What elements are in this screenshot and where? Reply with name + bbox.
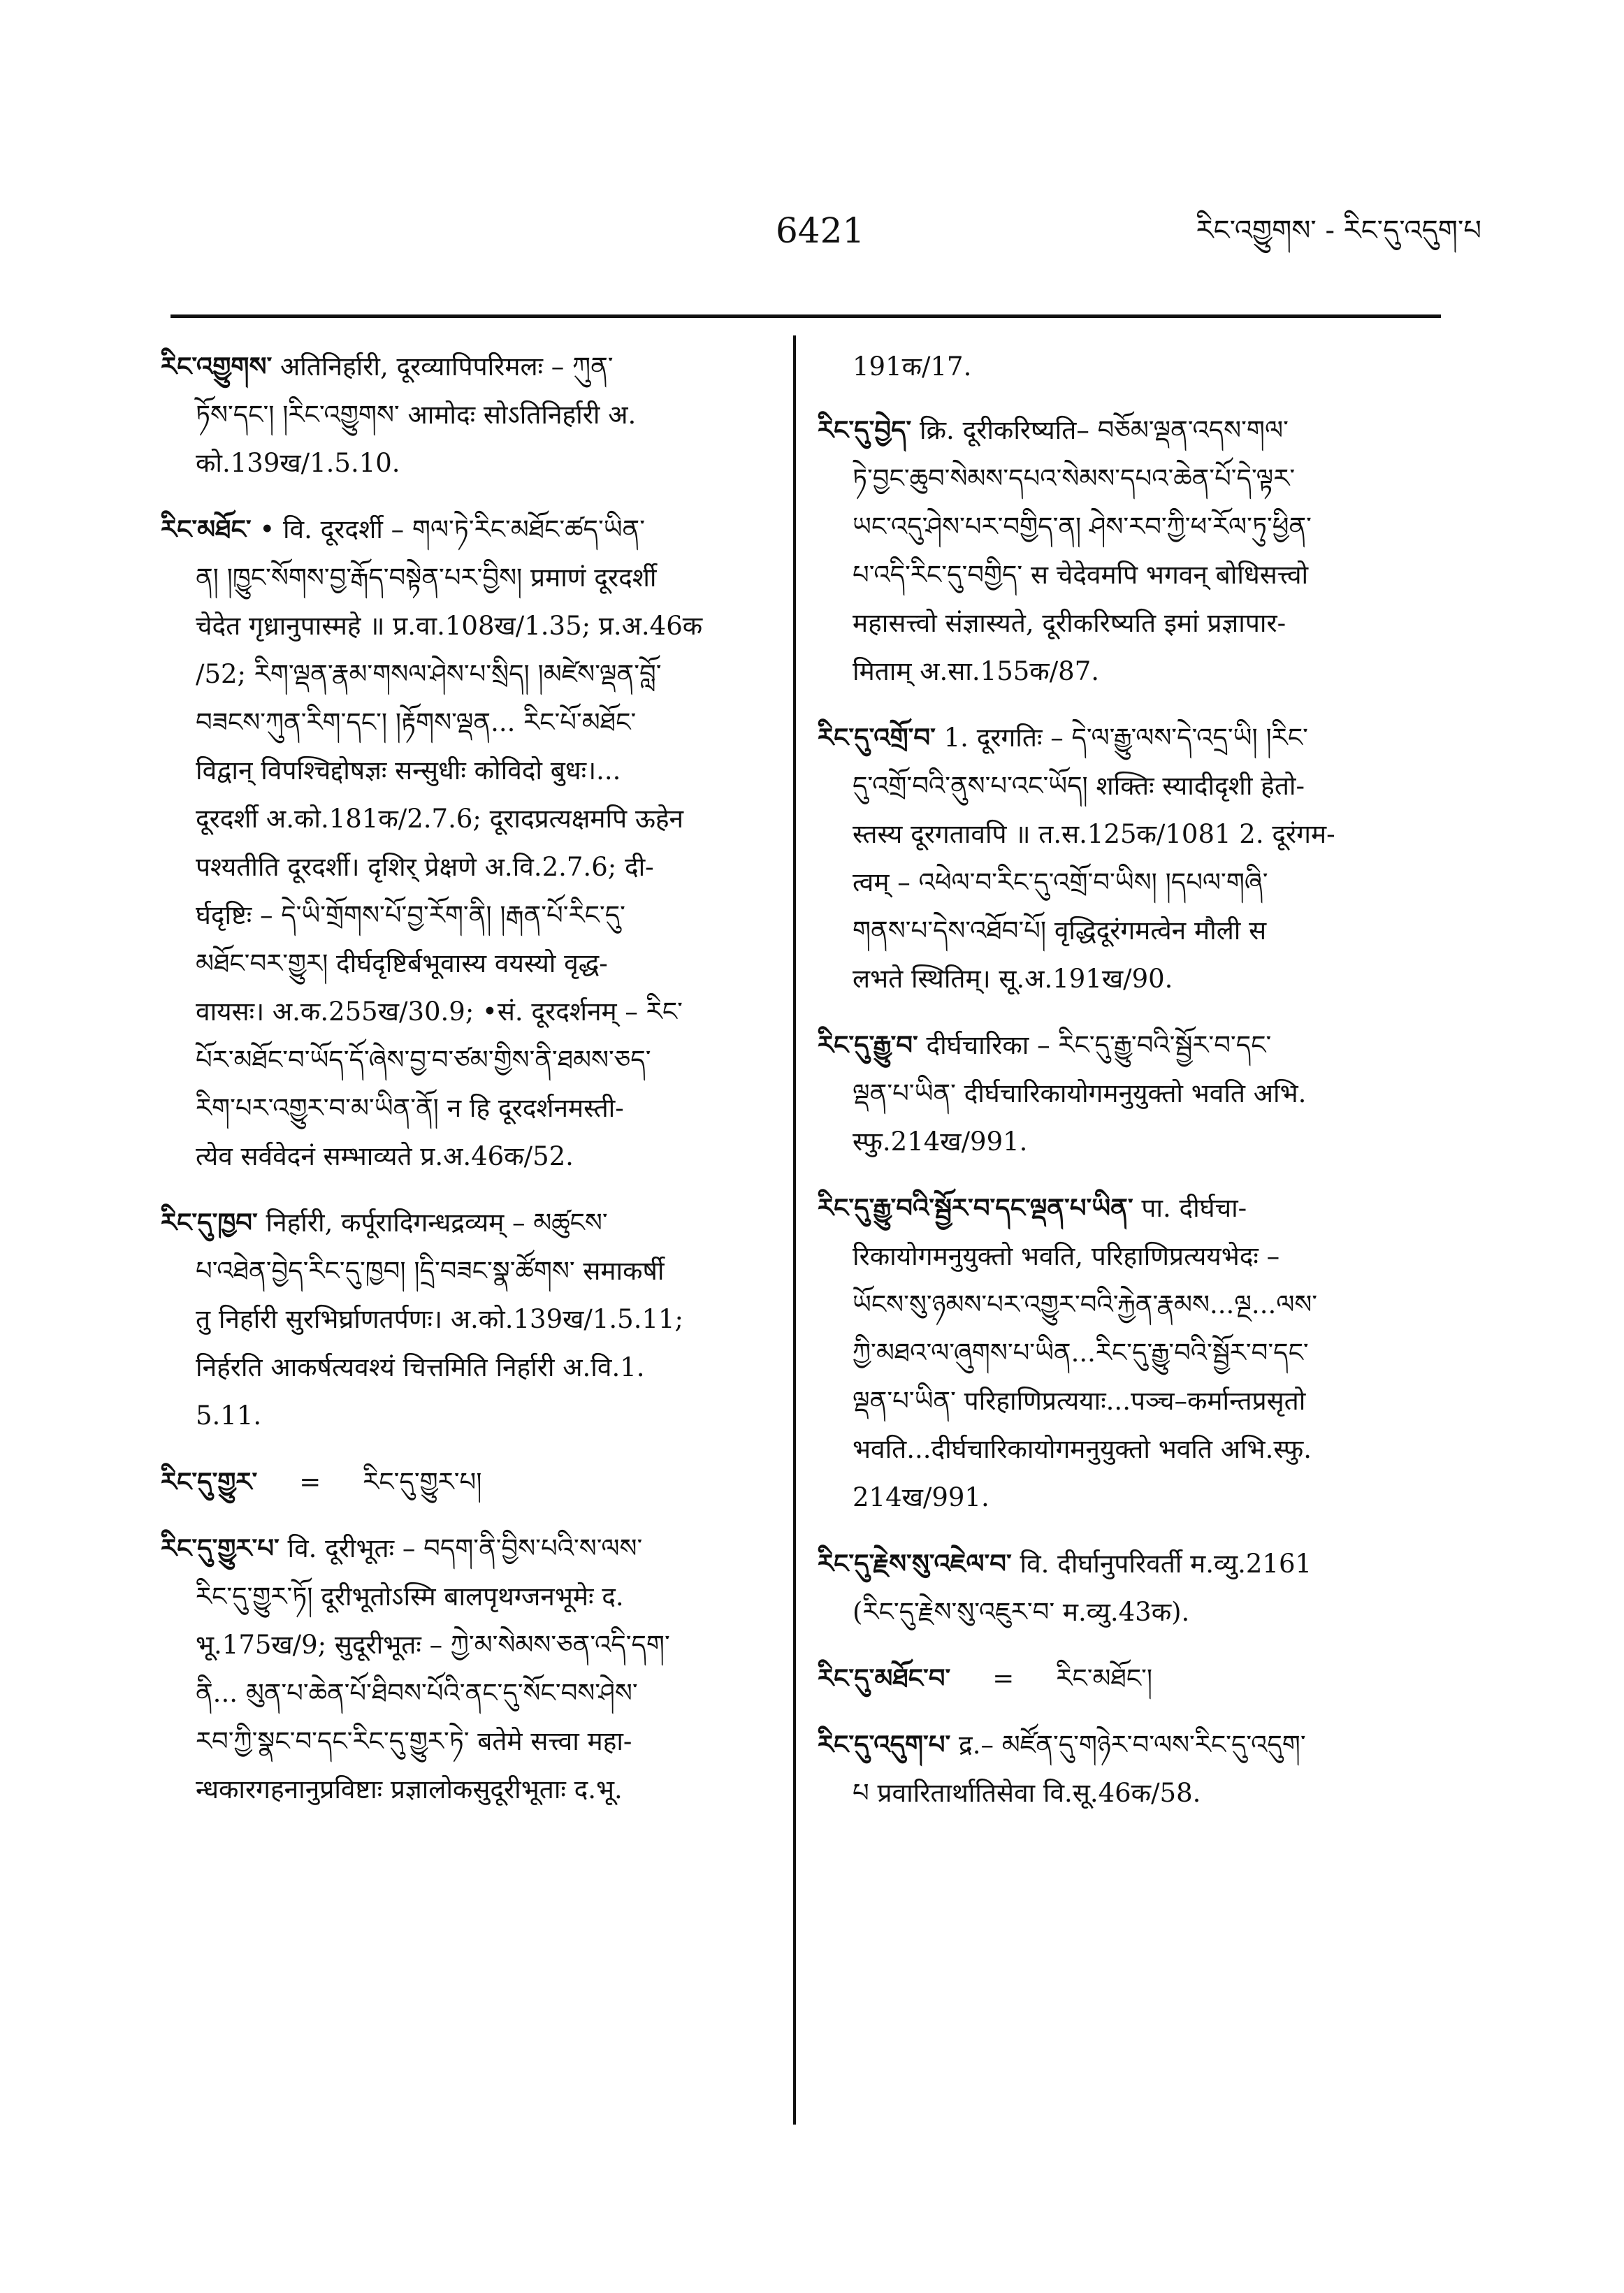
entry-line: तु निर्हारी सुरभिर्घ्राणतर्पणः। अ.को.139ख/1.5.11; xyxy=(196,1304,684,1334)
entry-text: वि. दूरीभूतः – བདག་ནི་བྱིས་པའི་ས་ལས་ xyxy=(279,1533,643,1563)
entry-line: ཡང་འདུ་ཤེས་པར་བགྱིད་ན། ཤེས་རབ་ཀྱི་ཕ་རོལ་ཏུ་ཕྱིན་ xyxy=(853,512,1312,542)
dictionary-entry xyxy=(818,1654,1440,1702)
entry-line: ན། །ཁྱུང་སོགས་བྱ་རྒོད་བསྟེན་པར་བྱིས། प्रमाणं दूरदर्शी xyxy=(196,563,657,593)
entry-line: པ་འདི་རིང་དུ་བགྱིད་ स चेदेवमपि भगवन् बोधिसत्त्वो xyxy=(853,560,1309,590)
entry-headword: རིང་དུ་བྱེད་ xyxy=(818,414,912,445)
entry-line: पश्यतीति दूरदर्शी। दृशिर् प्रेक्षणे अ.वि.2.7.6; दी- xyxy=(196,852,654,882)
entry-headword: རིང་འགྱུགས་ xyxy=(161,351,273,382)
entry-text: 191क/17. xyxy=(853,352,972,382)
entry-line: རབ་ཀྱི་སྣང་བ་དང་རིང་དུ་གྱུར་ཏེ་ बतेमे सत्त्वा महा- xyxy=(196,1726,632,1756)
entry-headword: རིང་མཐོང་ xyxy=(161,514,252,544)
entry-line: निर्हरति आकर्षत्यवश्यं चित्तमिति निर्हारी अ.वि.1. xyxy=(196,1352,645,1382)
header-rule xyxy=(171,314,1441,318)
entry-line: ཏོས་དང་། །རིང་འགྱུགས་ आमोदः सोऽतिनिर्हारी अ. xyxy=(196,400,637,430)
entry-line: ཏེ་བྱང་ཆུབ་སེམས་དཔའ་སེམས་དཔའ་ཆེན་པོ་དེ་ལྟར་ xyxy=(853,463,1296,493)
entry-line: ཀྱི་མཐའ་ལ་ཞུགས་པ་ཡིན...རིང་དུ་རྒྱུ་བའི་སྦྱོར་བ་དང་ xyxy=(853,1338,1309,1368)
entry-line: स्तस्य दूरगतावपि ॥ त.स.125क/1081 2. दूरंगम- xyxy=(853,819,1335,849)
entry-line: རིག་པར་འགྱུར་བ་མ་ཡིན་ནོ། न हि दूरदर्शनमस्ती- xyxy=(196,1093,624,1123)
cross-reference-equals: = xyxy=(299,1467,321,1497)
entry-headword: རིང་དུ་འགྲོ་བ་ xyxy=(818,722,936,753)
dictionary-entry xyxy=(818,1540,1440,1636)
entry-headword: རིང་དུ་རྒྱུ་བ་ xyxy=(818,1029,918,1060)
entry-line: /52; རིག་ལྡན་རྣམ་གསལ་ཤེས་པ་སྲིད། །མཛེས་ལྡན་བློ་ xyxy=(196,659,662,689)
entry-line: स्फु.214ख/991. xyxy=(853,1127,1028,1157)
entry-line: པ་འཐེན་བྱེད་རིང་དུ་ཁྱབ། །དྲི་བཟང་སྣ་ཚོགས་ समाकर्षी xyxy=(196,1256,665,1286)
column-divider xyxy=(793,335,796,2125)
entry-line: मिताम् अ.सा.155क/87. xyxy=(853,656,1100,686)
left-column xyxy=(161,342,776,1832)
dictionary-entry xyxy=(818,1184,1440,1521)
entry-line xyxy=(161,1524,776,1572)
running-head: རིང་འགྱུགས་ - རིང་དུ་འདུག་པ xyxy=(1196,215,1481,247)
entry-text: अतिनिर्हारी, दूरव्यापिपरिमलः – ཀུན་ xyxy=(272,352,614,382)
entry-line: चेदेत गृध्रानुपास्महे ॥ प्र.वा.108ख/1.35; प्र.अ.46क xyxy=(196,611,703,641)
dictionary-entry xyxy=(161,1458,776,1506)
entry-line: र्घदृष्टिः – དེ་ཡི་གྲོགས་པོ་བྱ་རོག་ནི། །རྒན་པོ་རིང་དུ་ xyxy=(196,900,625,930)
entry-line xyxy=(818,1184,1440,1232)
entry-line xyxy=(161,1458,776,1506)
entry-text: पा. दीर्घचा- xyxy=(1133,1193,1247,1223)
entry-line: लभते स्थितिम्। सू.अ.191ख/90. xyxy=(853,964,1173,994)
cross-reference-equals: = xyxy=(992,1663,1015,1693)
entry-headword: རིང་དུ་རྗེས་སུ་འཇེལ་བ་ xyxy=(818,1548,1012,1579)
entry-line xyxy=(818,406,1440,454)
entry-line: न्धकारगहनानुप्रविष्टाः प्रज्ञालोकसुदूरीभूताः द.भू. xyxy=(196,1774,623,1804)
entry-line: को.139ख/1.5.10. xyxy=(196,448,400,478)
entry-text: निर्हारी, कर्पूरादिगन्धद्रव्यम् – མཚུངས་ xyxy=(257,1208,608,1238)
entry-line xyxy=(161,505,776,554)
entry-headword: རིང་དུ་རྒྱུ་བའི་སྦྱོར་བ་དང་ལྡན་པ་ཡིན་ xyxy=(818,1192,1133,1223)
entry-line: विद्वान् विपश्चिद्दोषज्ञः सन्सुधीः कोविदो बुधः।... xyxy=(196,755,621,786)
right-column xyxy=(818,342,1440,1835)
cross-reference-target: རིང་དུ་གྱུར་པ། xyxy=(363,1467,482,1497)
entry-line: त्वम् – འཕེལ་བ་རིང་དུ་འགྲོ་བ་ཡིས། །དཔལ་གཞི་ xyxy=(853,867,1268,897)
entry-text: द्र.– མཛོན་དུ་གཉེར་བ་ལས་རིང་དུ་འདུག་ xyxy=(950,1730,1306,1760)
entry-text: 1. दूरगतिः – དེ་ལ་རྒྱུ་ལས་དེ་འདྲ་ཡི། །རིང་ xyxy=(935,723,1308,753)
entry-text: वि. दीर्घानुपरिवर्ती म.व्यु.2161 xyxy=(1011,1549,1312,1579)
dictionary-entry xyxy=(161,1199,776,1440)
entry-headword: རིང་དུ་ཁྱབ་ xyxy=(161,1207,258,1238)
entry-line: 5.11. xyxy=(196,1401,262,1431)
dictionary-entry xyxy=(818,714,1440,1003)
entry-line: དུ་འགྲོ་བའི་ནུས་པ་འང་ཡོད། शक्तिः स्यादीदृशी हेतो- xyxy=(853,771,1305,801)
entry-line: वायसः। अ.क.255ख/30.9; •सं. दूरदर्शनम् – རིང་ xyxy=(196,997,683,1027)
entry-line xyxy=(818,1021,1440,1069)
dictionary-entry xyxy=(818,406,1440,695)
entry-line: རིང་དུ་གྱུར་ཏོ། दूरीभूतोऽस्मि बालपृथग्जनभूमेः द. xyxy=(196,1582,624,1612)
dictionary-entry xyxy=(818,1021,1440,1166)
entry-headword: རིང་དུ་མཐོང་བ་ xyxy=(818,1663,951,1693)
entry-line: रिकायोगमनुयुक्तो भवति, परिहाणिप्रत्ययभेदः – xyxy=(853,1241,1280,1271)
entry-line xyxy=(818,1721,1440,1769)
entry-line: ཡོངས་སུ་ཉམས་པར་འགྱུར་བའི་རྐྱེན་རྣམས...ལྔ...ལས་ xyxy=(853,1289,1318,1319)
entry-line xyxy=(818,714,1440,762)
entry-text: • वि. दूरदर्शी – གལ་ཏེ་རིང་མཐོང་ཚད་ཡིན་ xyxy=(251,514,645,544)
entry-line xyxy=(161,342,776,391)
entry-line: (རིང་དུ་རྗེས་སུ་འཇུར་བ་ म.व्यु.43क). xyxy=(853,1597,1190,1627)
dictionary-entry xyxy=(818,1721,1440,1817)
entry-line: भवति...दीर्घचारिकायोगमनुयुक्तो भवति अभि.स्फु. xyxy=(853,1434,1312,1464)
entry-line: ལྡན་པ་ཡིན་ परिहाणिप्रत्ययाः...पञ्च–कर्मान्तप्रसृतो xyxy=(853,1386,1306,1416)
entry-line: ནི... མུན་པ་ཆེན་པོ་ཐིབས་པོའི་ནང་དུ་སོང་བས་ཤེས་ xyxy=(196,1678,638,1708)
entry-line: ལྡན་པ་ཡིན་ दीर्घचारिकायोगमनुयुक्तो भवति अभि. xyxy=(853,1078,1307,1108)
dictionary-entry xyxy=(161,1524,776,1814)
entry-line: མཐོང་བར་གྱུར། दीर्घदृष्टिर्बभूवास्य वयस्यो वृद्ध- xyxy=(196,948,608,978)
entry-line: भू.175ख/9; सुदूरीभूतः – ཀྱེ་མ་སེམས་ཅན་འདི་དག་ xyxy=(196,1630,670,1660)
entry-headword: རིང་དུ་འདུག་པ་ xyxy=(818,1729,951,1760)
entry-line: པ प्रवारितार्थातिसेवा वि.सू.46क/58. xyxy=(853,1778,1201,1808)
entry-text: क्रि. दूरीकरिष्यति– བཅོམ་ལྡན་འདས་གལ་ xyxy=(911,415,1289,445)
page-number: 6421 xyxy=(776,210,865,251)
cross-reference-target: རིང་མཐོང་། xyxy=(1056,1663,1153,1693)
entry-line: महासत्त्वो संज्ञास्यते, दूरीकरिष्यति इमां प्रज्ञापार- xyxy=(853,608,1286,638)
entry-line xyxy=(853,342,1440,391)
entry-line: 214ख/991. xyxy=(853,1482,989,1512)
entry-line: པོར་མཐོང་བ་ཡོད་དོ་ཞེས་བྱ་བ་ཙམ་གྱིས་ནི་ཐམས་ཅད་ xyxy=(196,1045,651,1075)
entry-headword: རིང་དུ་གྱུར་ xyxy=(161,1466,258,1497)
entry-line: གནས་པ་དེས་འཐོབ་པོ། वृद्धिदूरंगमत्वेन मौली स xyxy=(853,916,1267,946)
entry-headword: རིང་དུ་གྱུར་པ་ xyxy=(161,1533,280,1563)
entry-line xyxy=(161,1199,776,1247)
entry-line: त्येव सर्ववेदनं सम्भाव्यते प्र.अ.46क/52. xyxy=(196,1141,574,1171)
entry-line xyxy=(818,1654,1440,1702)
entry-line xyxy=(818,1540,1440,1588)
dictionary-entry xyxy=(161,505,776,1180)
entry-line: བཟངས་ཀུན་རིག་དང་། །རྟོགས་ལྡན... རིང་པོ་མཐོང་ xyxy=(196,707,637,737)
dictionary-entry xyxy=(818,342,1440,391)
entry-line: दूरदर्शी अ.को.181क/2.7.6; दूरादप्रत्यक्षमपि ऊहेन xyxy=(196,804,684,834)
entry-text: दीर्घचारिका – རིང་དུ་རྒྱུ་བའི་སྦྱོར་བ་དང་ xyxy=(918,1030,1272,1060)
dictionary-entry xyxy=(161,342,776,487)
